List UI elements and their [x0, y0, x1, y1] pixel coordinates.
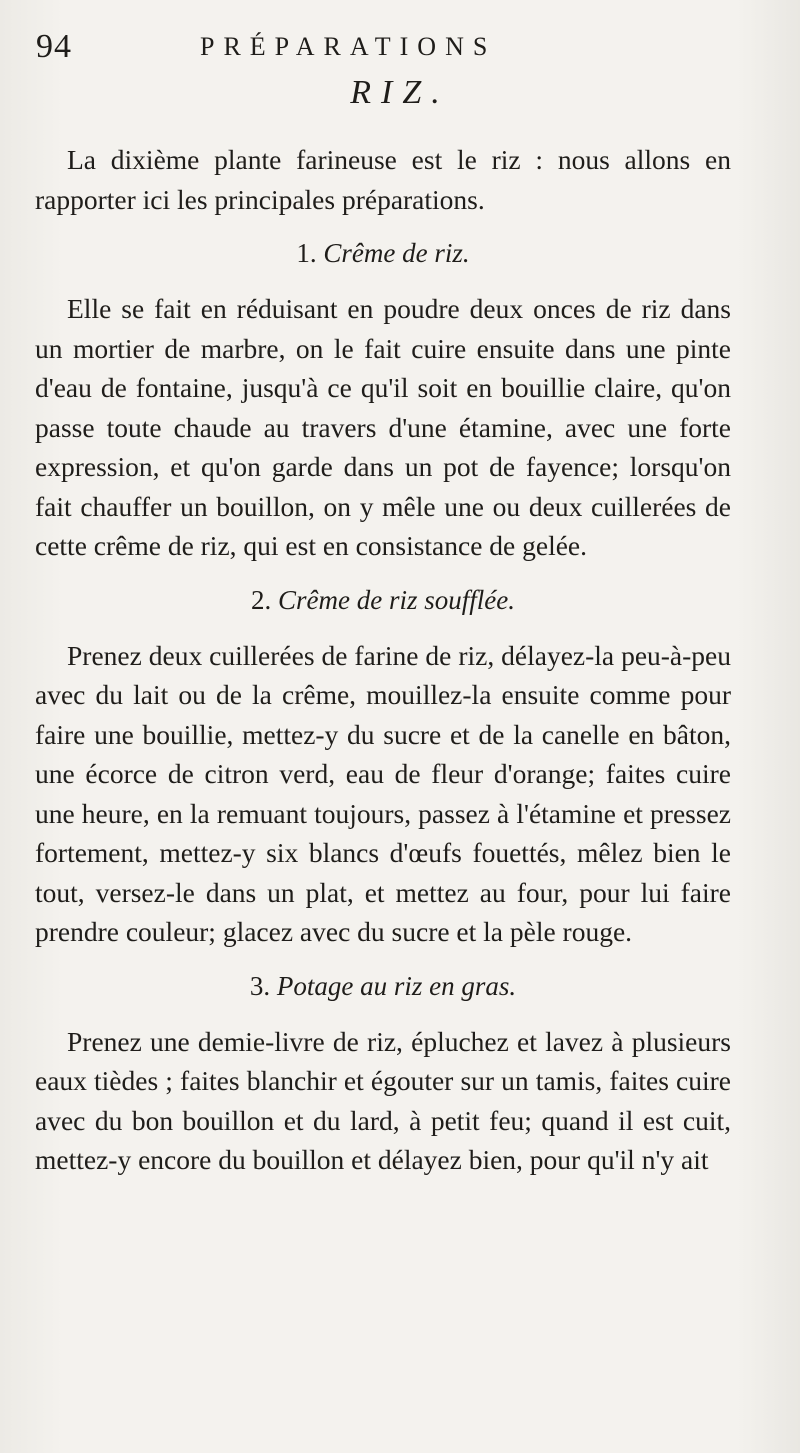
page-header: [36, 28, 756, 68]
section-number: 3.: [249, 970, 271, 1001]
running-head: PRÉPARATIONS: [200, 32, 497, 61]
section-title: Crême de riz.: [323, 238, 470, 268]
section-text: Prenez deux cuillerées de farine de riz, délayez-la peu-à-peu avec du lait ou de la crême, mouillez-la ensuite comme pour faire une bouillie, mettez-y du sucre et de la canelle en bâton, une écorce de citron verd, eau de fleur d'orange; faites cuire une heure, en la remuant toujours, passez à l'étamine et pressez fortement, mettez-y six blancs d'œufs fouettés, mêlez bien le tout, versez-le dans un plat, et mettez au four, pour lui faire prendre couleur; glacez avec du sucre et la pèle rouge.: [35, 639, 731, 947]
section-title: Potage au riz en gras.: [276, 970, 517, 1001]
section-number: 1.: [296, 238, 317, 268]
section-paragraph-3: [35, 1022, 731, 1180]
section-heading-1: [35, 233, 731, 273]
section-paragraph-1: [35, 289, 731, 566]
section-paragraph-2: [35, 636, 731, 952]
chapter-title: RIZ.: [350, 74, 450, 111]
section-text: Elle se fait en réduisant en poudre deux onces de riz dans un mortier de marbre, on le fait cuire ensuite dans une pinte d'eau de fontaine, jusqu'à ce qu'il soit en bouillie claire, qu'on passe toute chaude au travers d'une étamine, avec une forte expression, et qu'on garde dans un pot de fayence; lorsqu'on fait chauffer un bouillon, on y mêle une ou deux cuillerées de cette crême de riz, qui est en consistance de gelée.: [35, 293, 731, 561]
page-body: [35, 140, 731, 1180]
page-number: 94: [36, 28, 72, 65]
section-text: Prenez une demie-livre de riz, épluchez et lavez à plusieurs eaux tièdes ; faites blanchir et égouter sur un tamis, faites cuire avec du bon bouillon et du lard, à petit feu; quand il est cuit, mettez-y encore du bouillon et délayez bien, pour qu'il n'y ait: [35, 1025, 731, 1175]
section-heading-3: [35, 966, 731, 1006]
intro-paragraph: [35, 140, 731, 219]
section-number: 2.: [251, 584, 272, 615]
intro-text: La dixième plante farineuse est le riz : nous allons en rapporter ici les principales préparations.: [35, 144, 731, 215]
section-title: Crême de riz soufflée.: [278, 584, 515, 615]
section-heading-2: [35, 580, 731, 620]
